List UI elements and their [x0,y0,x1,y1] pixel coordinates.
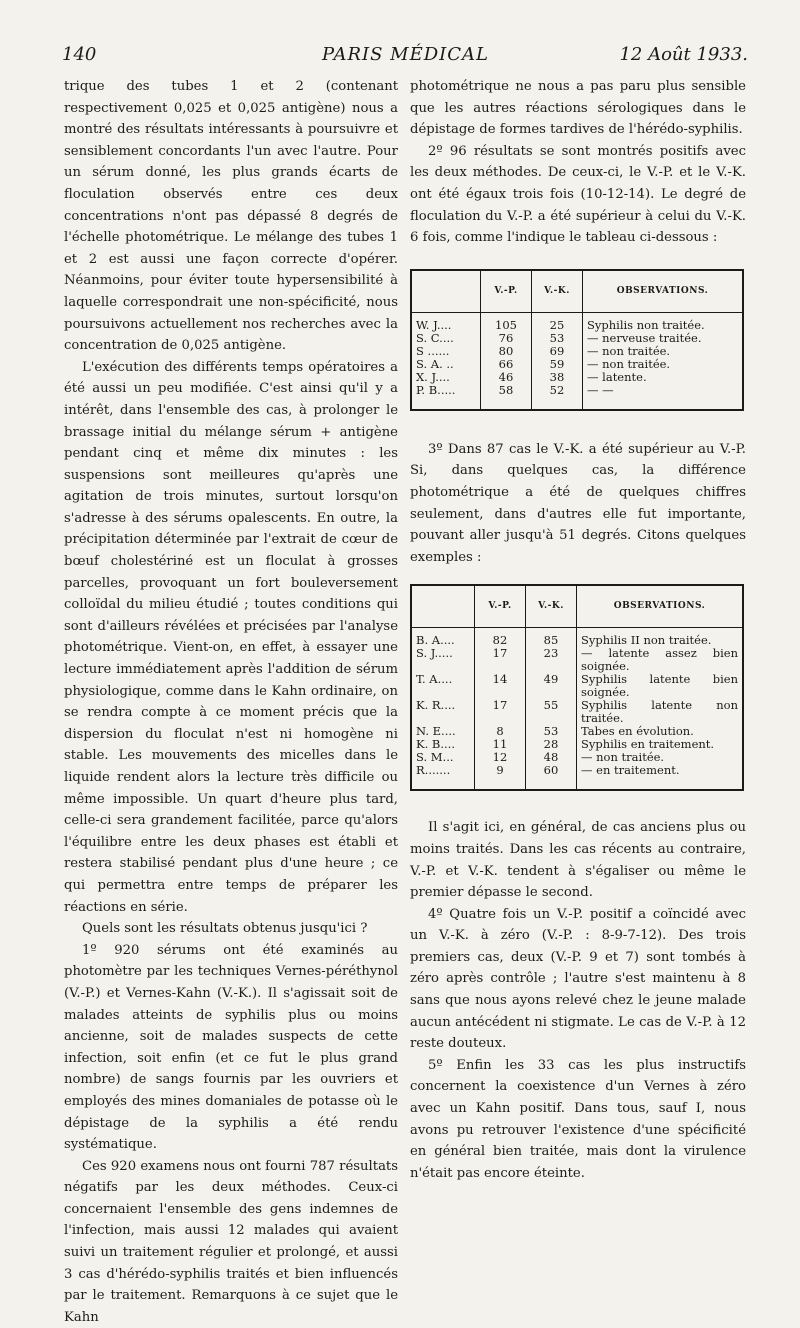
paragraph: 2º 96 résultats se sont montrés positifs avec les deux méthodes. De ceux-ci, le V.-P. et le V.-K. ont été égaux trois fois (10-12-14). Le degré de floculation du V.-P. a été supérieur à celui du V.-K. 6 fois, comme l'indique le tableau ci-dessous : [410,143,746,246]
table-row [411,764,743,790]
table-row [411,647,743,673]
cell: — non traitée. [583,345,744,358]
cell: 8 [475,725,526,738]
cell: 105 [481,312,532,332]
cell: 25 [532,312,583,332]
table-row [411,332,743,345]
cell: R....... [416,763,451,778]
cell: 23 [526,647,577,673]
cell: Syphilis latente bien soignée. [577,673,744,699]
cell: — nerveuse traitée. [583,332,744,345]
right-column [410,76,746,1184]
cell: Syphilis en traitement. [577,738,744,751]
header-cell: V.-P. [481,270,532,313]
header-cell: OBSERVATIONS. [577,585,744,628]
cell: B. A.... [416,633,455,648]
table-row [411,371,743,384]
cell: 48 [526,751,577,764]
paragraph: Il s'agit ici, en général, de cas anciens plus ou moins traités. Dans les cas récents au contraire, V.-P. et V.-K. tendent à s'égaliser ou même le premier dépasse le second. [410,820,746,901]
header-cell [411,585,475,628]
cell: 59 [532,358,583,371]
issue-date: 12 Août 1933. [619,44,748,65]
table-row [411,699,743,725]
cell: 49 [526,673,577,699]
page-number: 140 [62,44,97,65]
paragraph: 4º Quatre fois un V.-P. positif a coïncidé avec un V.-K. à zéro (V.-P. : 8-9-7-12). Des trois premiers cas, deux (V.-P. 9 et 7) sont tombés à zéro après contrôle ; l'autre s'est maintenu à 8 sans que nous ayons relevé chez le jeune malade aucun antécédent ni stigmate. Le cas de V.-P. à 12 reste douteux. [410,906,746,1052]
cell: 76 [481,332,532,345]
cell: 53 [526,725,577,738]
cell: S. A. .. [416,356,454,371]
cell: P. B..... [416,382,456,397]
cell: — non traitée. [583,358,744,371]
cell: 17 [475,647,526,673]
cell: 69 [532,345,583,358]
cell: 17 [475,699,526,725]
cell: K. R.... [416,698,456,713]
left-column [64,76,398,1328]
cell: 38 [532,371,583,384]
cell: 46 [481,371,532,384]
cell: 85 [526,628,577,648]
paragraph: photométrique ne nous a pas paru plus sensible que les autres réactions sérologiques dans le dépistage de formes tardives de l'hérédo-syphilis. [410,79,746,138]
header-cell: OBSERVATIONS. [583,270,744,313]
cell: S. J..... [416,646,453,661]
cell: — en traitement. [577,764,744,790]
cell: S. M... [416,750,454,765]
cell: W. J.... [416,317,452,332]
cell: T. A.... [416,672,453,687]
cell: Syphilis II non traitée. [577,628,744,648]
cell: S. C.... [416,330,454,345]
header-cell: V.-K. [532,270,583,313]
results-table-vk-superior [410,584,744,791]
cell: N. E.... [416,724,456,739]
cell: 12 [475,751,526,764]
cell: 58 [481,384,532,410]
cell: S ...... [416,343,450,358]
cell: K. B.... [416,737,455,752]
table-row [411,358,743,371]
cell: 52 [532,384,583,410]
paragraph: Quels sont les résultats obtenus jusqu'ici ? [82,921,368,937]
cell: — — [583,384,744,410]
cell: 80 [481,345,532,358]
table-row [411,345,743,358]
cell: — latente. [583,371,744,384]
cell: 60 [526,764,577,790]
table-row [411,312,743,332]
paragraph: Ces 920 examens nous ont fourni 787 résultats négatifs par les deux méthodes. Ceux-ci concernaient l'ensemble des gens indemnes de l'infection, mais aussi 12 malades qui avaient suivi un traitement régulier et prolongé, et aussi 3 cas d'hérédo-syphilis traités et bien influencés par le traitement. Remarquons à ce sujet que le Kahn [64,1158,398,1325]
table-row [411,738,743,751]
paragraph: 1º 920 sérums ont été examinés au photomètre par les techniques Vernes-péréthynol (V.-P.) et Vernes-Kahn (V.-K.). Il s'agissait soit de malades atteints de syphilis plus ou moins ancienne, soit de malades suspects de cette infection, soit enfin (et ce fut le plus grand nombre) de sangs fournis par les ouvriers et employés des mines domaniales de potasse où le dépistage de la syphilis a été rendu systématique. [64,942,398,1153]
header-cell: V.-K. [526,585,577,628]
cell: Syphilis non traitée. [583,312,744,332]
header-cell: V.-P. [475,585,526,628]
cell: 55 [526,699,577,725]
cell: 28 [526,738,577,751]
table-row [411,628,743,648]
table-2-wrapper [410,584,746,791]
paragraph: 5º Enfin les 33 cas les plus instructifs concernent la coexistence d'un Vernes à zéro avec un Kahn positif. Dans tous, sauf I, nous avons pu retrouver l'existence d'une spécificité en général bien traitée, mais dont la virulence n'était pas encore éteinte. [410,1057,746,1181]
cell: — non traitée. [577,751,744,764]
table-row [411,751,743,764]
cell: Tabes en évolution. [577,725,744,738]
cell: 82 [475,628,526,648]
cell: 14 [475,673,526,699]
cell: 11 [475,738,526,751]
cell: 53 [532,332,583,345]
cell: X. J.... [416,369,450,384]
table-header-row [411,270,743,313]
paragraph: L'exécution des différents temps opératoires a été aussi un peu modifiée. C'est ainsi qu'il y a intérêt, dans l'ensemble des cas, à prolonger le brassage initial du mélange sérum + antigène pendant cinq et même dix minutes : les suspensions sont meilleures qu'après une agitation de trois minutes, surtout lorsqu'on s'adresse à des sérums opalescents. En outre, la précipitation déterminée par l'extrait de cœur de bœuf cholestériné est un floculat à grosses parcelles, provoquant un fort bouleversement colloïdal du milieu étudié ; toutes conditions qui sont d'ailleurs révélées et précisées par l'analyse photométrique. Vient-on, en effet, à essayer une lecture immédiatement après l'addition de sérum physiologique, comme dans le Kahn ordinaire, on se rendra compte à ce moment précis que la dispersion du floculat n'est ni homogène ni stable. Les mouvements des micelles dans le liquide rendent alors la lecture très difficile ou même impossible. Un quart d'heure plus tard, celle-ci sera grandement facilitée, parce qu'alors l'équilibre entre les deux phases est établi et restera stabilisé pendant plus d'une heure ; ce qui permettra entre temps de préparer les réactions en série. [64,359,398,915]
cell: — latente assez bien soignée. [577,647,744,673]
cell: 66 [481,358,532,371]
header-cell [411,270,481,313]
paragraph: trique des tubes 1 et 2 (contenant respectivement 0,025 et 0,025 antigène) nous a montré des résultats intéressants à poursuivre et sensiblement concordants l'un avec l'autre. Pour un sérum donné, les plus grands écarts de floculation observés entre ces deux concentrations n'ont pas dépassé 8 degrés de l'échelle photométrique. Le mélange des tubes 1 et 2 est aussi une façon correcte d'opérer. Néanmoins, pour éviter toute hypersensibilité à laquelle correspondrait une non-spécificité, nous poursuivons actuellement nos recherches avec la concentration de 0,025 antigène. [64,79,398,354]
results-table-vp-superior [410,269,744,411]
cell: 9 [475,764,526,790]
table-row [411,673,743,699]
table-header-row [411,585,743,628]
journal-title: PARIS MÉDICAL [322,44,490,65]
paragraph: 3º Dans 87 cas le V.-K. a été supérieur au V.-P. Si, dans quelques cas, la différence photométrique a été de quelques chiffres seulement, dans d'autres elle fut importante, pouvant aller jusqu'à 51 degrés. Citons quelques exemples : [410,441,746,565]
table-row [411,384,743,410]
table-1-wrapper [410,269,746,411]
cell: Syphilis latente non traitée. [577,699,744,725]
